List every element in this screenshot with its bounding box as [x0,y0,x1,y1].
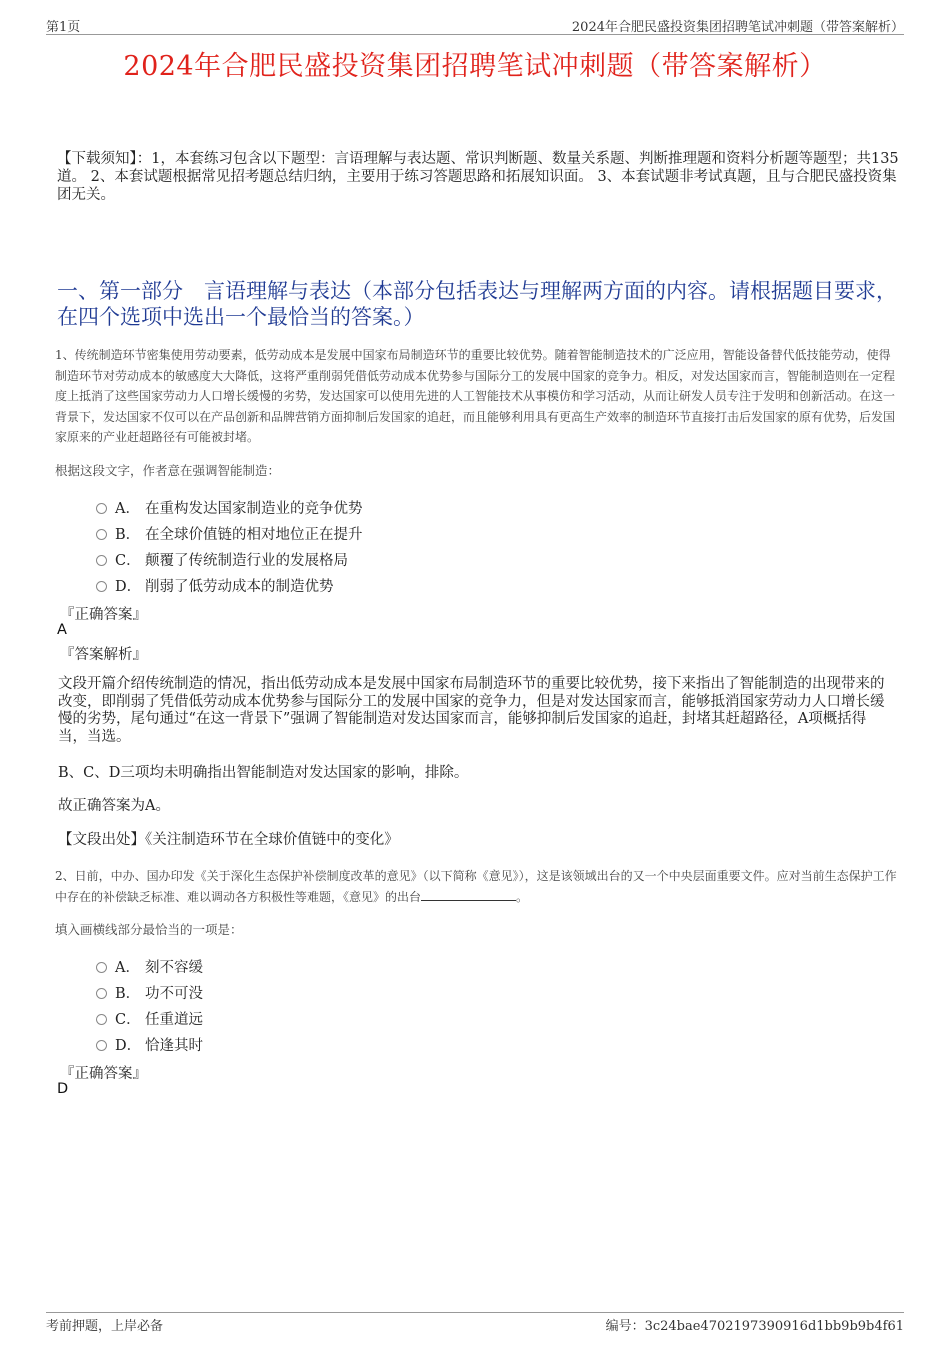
question-1-analysis-p2: B、C、D三项均未明确指出智能制造对发达国家的影响，排除。 [58,765,469,781]
option-key: A． [115,960,140,976]
option-key: B． [115,986,141,1002]
section-title: 一、第一部分 言语理解与表达（本部分包括表达与理解两方面的内容。请根据题目要求，在四个选项中选出一个最恰当的答案。） [57,279,897,329]
question-2-text [55,866,900,907]
question-1-answer-label: 『正确答案』 [60,607,147,623]
question-1-analysis-p3: 故正确答案为A。 [58,798,170,814]
question-2-option-c[interactable] [96,1008,203,1029]
option-key: B． [115,527,141,543]
question-1-answer: A [57,622,67,638]
answer-blank [421,890,516,901]
radio-icon[interactable] [96,555,107,566]
radio-icon[interactable] [96,503,107,514]
option-key: D． [115,1038,142,1054]
question-2-stem: 2、日前，中办、国办印发《关于深化生态保护补偿制度改革的意见》（以下简称《意见》），这是该领域出台的又一个中央层面重要文件。应对当前生态保护工作中存在的补偿缺乏标准、难以调动各方积极性等难题，《意见》的出台 [55,869,897,904]
question-2-option-d[interactable] [96,1034,203,1055]
footer-code: 编号：3c24bae4702197390916d1bb9b9b4f61 [605,1319,904,1334]
radio-icon[interactable] [96,962,107,973]
option-text: 颠覆了传统制造行业的发展格局 [145,553,348,569]
download-notice: 【下载须知】：1，本套练习包含以下题型：言语理解与表达题、常识判断题、数量关系题、判断推理题和资料分析题等题型；共135道。 2、本套试题根据常见招考题总结归纳，主要用于练习答题思路和拓展知识面。 3、本套试题非考试真题，且与合肥民盛投资集团无关。 [57,151,899,203]
option-text: 削弱了低劳动成本的制造优势 [145,579,334,595]
question-2-option-b[interactable] [96,982,203,1003]
option-text: 在重构发达国家制造业的竞争优势 [145,501,363,517]
question-2-option-a[interactable] [96,956,203,977]
option-key: C． [115,1012,141,1028]
option-key: C． [115,553,141,569]
option-text: 在全球价值链的相对地位正在提升 [145,527,363,543]
question-2-answer-label: 『正确答案』 [60,1066,147,1082]
question-1-prompt: 根据这段文字，作者意在强调智能制造： [55,463,281,478]
page-footer [46,1312,904,1333]
question-1-option-c[interactable] [96,549,348,570]
question-1-analysis-label: 『答案解析』 [60,647,147,663]
radio-icon[interactable] [96,1014,107,1025]
question-1-option-b[interactable] [96,523,363,544]
header-doc-title: 2024年合肥民盛投资集团招聘笔试冲刺题（带答案解析） [571,20,904,35]
question-1-source: 【文段出处】《关注制造环节在全球价值链中的变化》 [58,832,399,848]
radio-icon[interactable] [96,1040,107,1051]
option-text: 功不可没 [145,986,203,1002]
radio-icon[interactable] [96,529,107,540]
question-2-answer: D [57,1081,69,1097]
footer-slogan: 考前押题，上岸必备 [46,1319,164,1334]
question-1-option-d[interactable] [96,575,334,596]
question-2-stem-end: 。 [516,889,529,904]
document-title: 2024年合肥民盛投资集团招聘笔试冲刺题（带答案解析） [123,51,827,82]
question-1-text: 1、传统制造环节密集使用劳动要素，低劳动成本是发展中国家布局制造环节的重要比较优势。随着智能制造技术的广泛应用，智能设备替代低技能劳动，使得制造环节对劳动成本的敏感度大大降低，这将严重削弱凭借低劳动成本优势参与国际分工的发展中国家的竞争力。相反，对发达国家而言，智能制造则在一定程度上抵消了这些国家劳动力人口增长缓慢的劣势，发达国家可以使用先进的人工智能技术从事模仿和学习活动，从而让研发人员专注于发明和创新活动。在这一背景下，发达国家不仅可以在产品创新和品牌营销方面抑制后发国家的追赶，而且能够利用具有更高生产效率的制造环节直接打击后发国家的原有优势，后发国家原来的产业赶超路径有可能被封堵。 [55,348,896,444]
question-1-analysis-p1: 文段开篇介绍传统制造的情况，指出低劳动成本是发展中国家布局制造环节的重要比较优势，接下来指出了智能制造的出现带来的改变，即削弱了凭借低劳动成本优势参与国际分工的发展中国家的竞争力，但是对发达国家而言，能够抵消国家劳动力人口增长缓慢的劣势，尾句通过“在这一背景下”强调了智能制造对发达国家而言，能够抑制后发国家的追赶，封堵其赶超路径，A项概括得当，当选。 [58,676,885,745]
option-key: A． [115,501,140,517]
option-text: 刻不容缓 [145,960,203,976]
option-key: D． [115,579,142,595]
page-header [46,14,904,35]
question-1-option-a[interactable] [96,497,363,518]
page-number: 第1页 [46,20,81,35]
radio-icon[interactable] [96,988,107,999]
option-text: 恰逢其时 [145,1038,203,1054]
option-text: 任重道远 [145,1012,203,1028]
question-2-prompt: 填入画横线部分最恰当的一项是： [55,922,243,937]
radio-icon[interactable] [96,581,107,592]
